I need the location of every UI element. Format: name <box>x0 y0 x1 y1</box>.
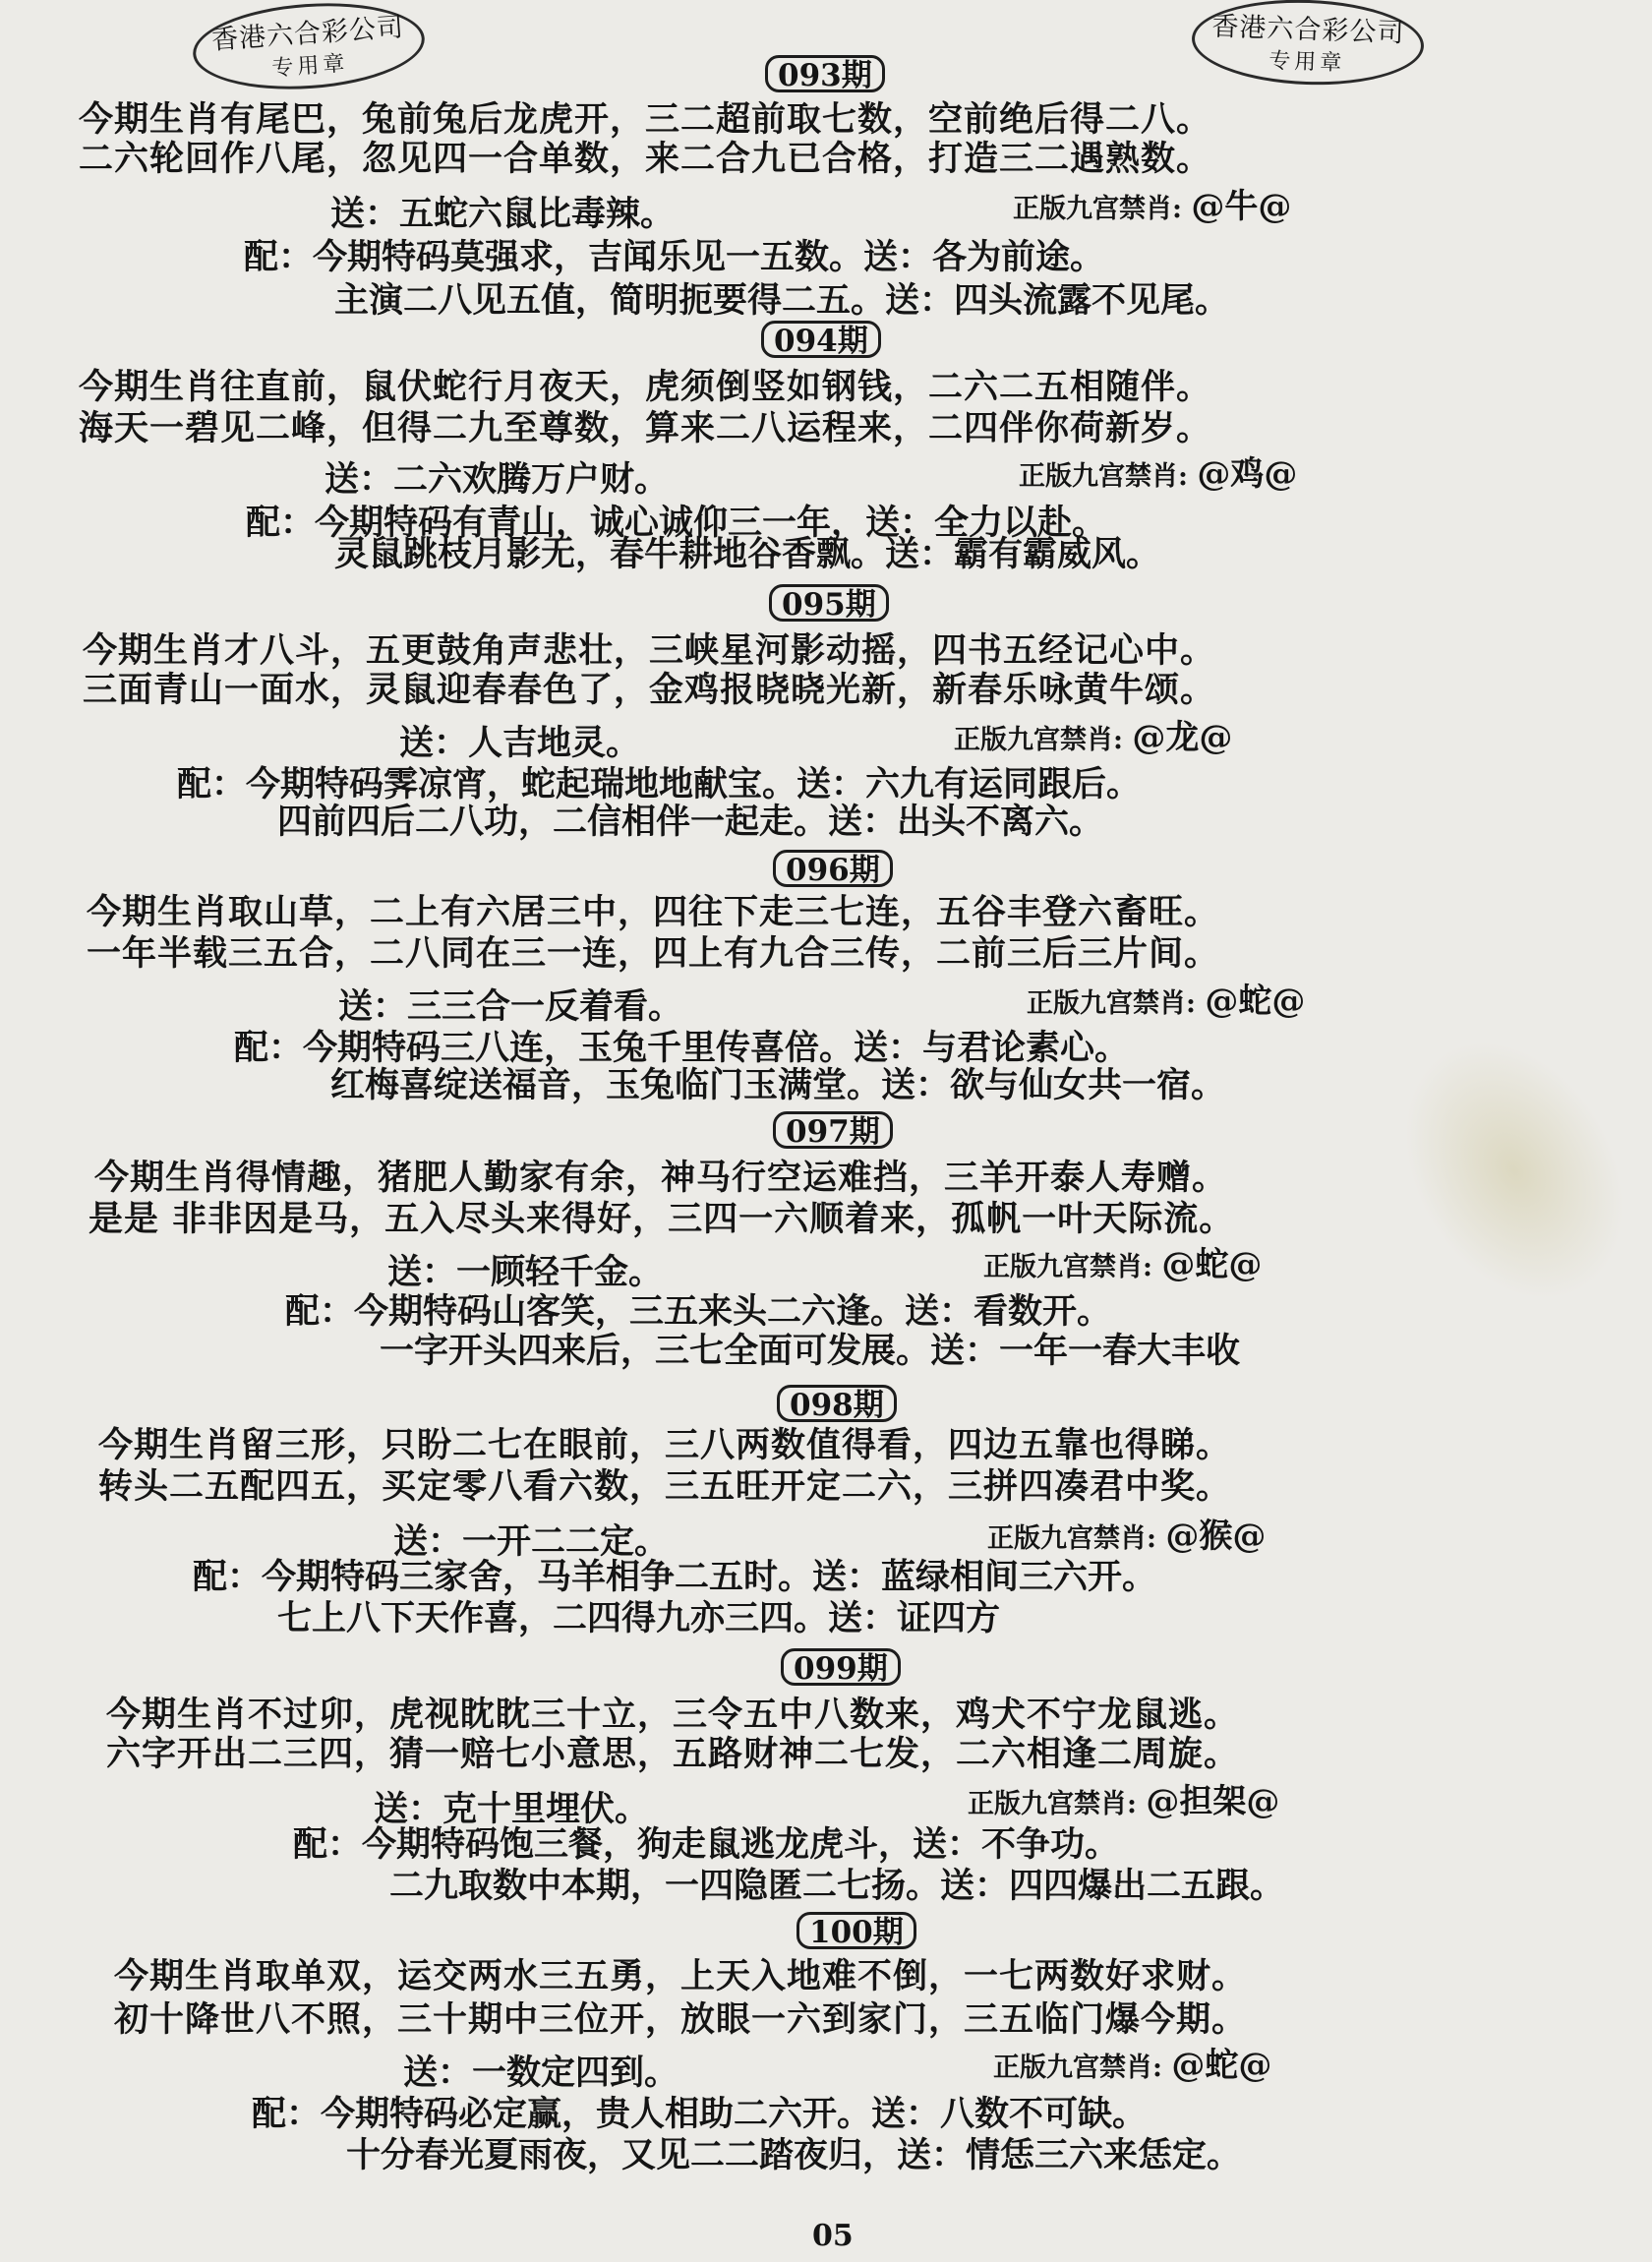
pair-line-2: 灵鼠跳枝月影无，春牛耕地谷香飘。送：霸有霸威风。 <box>334 534 1161 574</box>
period-badge: 100期 <box>796 1912 916 1949</box>
pair-line-1: 配：今期特码山客笑，三五来头二六逢。送：看数开。 <box>285 1291 1112 1332</box>
poem-line-1: 今期生肖有尾巴，兔前兔后龙虎开，三二超前取七数，空前绝后得二八。 <box>79 99 1212 140</box>
banned-zodiac-value: @担架@ <box>1146 1782 1280 1821</box>
pair-line-1: 配：今期特码莫强求，吉闻乐见一五数。送：各为前途。 <box>244 237 1105 277</box>
seal-text: 香港六合彩公司 <box>210 12 405 56</box>
period-badge: 095期 <box>769 584 889 622</box>
banned-zodiac <box>983 1243 1262 1289</box>
poem-line-2: 海天一碧见二峰，但得二九至尊数，算来二八运程来，二四伴你荷新岁。 <box>79 408 1212 448</box>
paper-stain <box>1360 1002 1652 1339</box>
pair-line-2: 十分春光夏雨夜，又见二二踏夜归，送：情恁三六来恁定。 <box>346 2135 1242 2175</box>
period-badge: 097期 <box>773 1111 893 1149</box>
send-text: 送：五蛇六鼠比毒辣。 <box>330 194 676 234</box>
poem-line-1: 今期生肖不过卯，虎视眈眈三十立，三令五中八数来，鸡犬不宁龙鼠逃。 <box>106 1695 1240 1735</box>
banned-zodiac <box>1013 185 1291 231</box>
poem-line-2: 是是 非非因是马，五入尽头来得好，三四一六顺着来，孤帆一叶天际流。 <box>88 1199 1235 1239</box>
banned-zodiac-label: 正版九宫禁肖: <box>1027 988 1196 1019</box>
banned-zodiac-label: 正版九宫禁肖: <box>987 1523 1156 1554</box>
seal-subtext: 专用章 <box>1268 48 1346 77</box>
banned-zodiac-value: @牛@ <box>1191 187 1292 226</box>
period-badge: 094期 <box>761 321 881 358</box>
banned-zodiac-label: 正版九宫禁肖: <box>954 725 1123 755</box>
pair-line-2: 主演二八见五值，简明扼要得二五。送：四头流露不见尾。 <box>334 280 1230 321</box>
poem-line-2: 初十降世八不照，三十期中三位开，放眼一六到家门，三五临门爆今期。 <box>114 1999 1248 2040</box>
poem-line-2: 转头二五配四五，买定零八看六数，三五旺开定二六，三拼四凑君中奖。 <box>98 1466 1232 1507</box>
banned-zodiac-value: @猴@ <box>1165 1517 1267 1556</box>
seal-subtext: 专用章 <box>270 51 350 82</box>
pair-line-2: 二九取数中本期，一四隐匿二七扬。送：四四爆出二五跟。 <box>389 1866 1285 1906</box>
pair-line-2: 一字开头四来后，三七全面可发展。送：一年一春大丰收 <box>380 1331 1241 1371</box>
period-badge: 098期 <box>777 1385 897 1422</box>
poem-line-1: 今期生肖取山草，二上有六居三中，四往下走三七连，五谷丰登六畜旺。 <box>87 892 1220 932</box>
poem-line-2: 六字开出二三四，猜一赔七小意思，五路财神二七发，二六相逢二周旋。 <box>106 1734 1240 1774</box>
banned-zodiac <box>993 2044 1271 2090</box>
banned-zodiac-value: @鸡@ <box>1197 454 1298 494</box>
pair-line-1: 配：今期特码三家舍，马羊相争二五时。送：蓝绿相间三六开。 <box>193 1557 1157 1597</box>
banned-zodiac-value: @龙@ <box>1132 718 1233 757</box>
banned-zodiac <box>1027 980 1305 1026</box>
period-badge: 099期 <box>781 1648 901 1686</box>
period-badge: 096期 <box>773 850 893 887</box>
send-text: 送：一顾轻千金。 <box>387 1252 664 1292</box>
pair-line-2: 七上八下天作喜，二四得九亦三四。送：证四方 <box>277 1598 1001 1638</box>
banned-zodiac <box>954 716 1232 762</box>
period-badge: 093期 <box>765 55 885 92</box>
send-text: 送：一数定四到。 <box>403 2053 679 2093</box>
pair-line-2: 红梅喜绽送福音，玉兔临门玉满堂。送：欲与仙女共一宿。 <box>330 1065 1226 1105</box>
banned-zodiac <box>1019 452 1297 499</box>
pair-line-1: 配：今期特码必定赢，贵人相助二六开。送：八数不可缺。 <box>252 2094 1148 2134</box>
poem-line-2: 二六轮回作八尾，忽见四一合单数，来二合九已合格，打造三二遇熟数。 <box>79 139 1212 179</box>
pair-line-1: 配：今期特码有青山，诚心诚仰三一年，送：全力以赴。 <box>246 503 1107 543</box>
banned-zodiac <box>968 1780 1279 1826</box>
send-text: 送：一开二二定。 <box>393 1521 670 1562</box>
poem-line-1: 今期生肖往直前，鼠伏蛇行月夜天，虎须倒竖如钢钱，二六二五相随伴。 <box>79 367 1212 407</box>
banned-zodiac-label: 正版九宫禁肖: <box>983 1252 1152 1282</box>
banned-zodiac-label: 正版九宫禁肖: <box>993 2053 1162 2083</box>
banned-zodiac-label: 正版九宫禁肖: <box>1013 194 1182 224</box>
pair-line-2: 四前四后二八功，二信相伴一起走。送：出头不离六。 <box>277 802 1104 842</box>
seal-text: 香港六合彩公司 <box>1210 11 1405 49</box>
banned-zodiac-value: @蛇@ <box>1171 2046 1272 2085</box>
send-text: 送：人吉地灵。 <box>399 723 641 763</box>
poem-line-1: 今期生肖得情趣，猪肥人勤家有余，神马行空运难挡，三羊开泰人寿赠。 <box>94 1158 1228 1198</box>
page-number: 05 <box>812 2219 854 2253</box>
banned-zodiac-label: 正版九宫禁肖: <box>1019 461 1188 492</box>
pair-line-1: 配：今期特码霁凉宵，蛇起瑞地地献宝。送：六九有运同跟后。 <box>177 764 1142 804</box>
banned-zodiac-value: @蛇@ <box>1161 1245 1263 1284</box>
poem-line-1: 今期生肖才八斗，五更鼓角声悲壮，三峡星河影动摇，四书五经记心中。 <box>83 630 1216 671</box>
poem-line-2: 三面青山一面水，灵鼠迎春春色了，金鸡报晓晓光新，新春乐咏黄牛颂。 <box>83 670 1216 710</box>
send-text: 送：克十里埋伏。 <box>374 1789 650 1829</box>
banned-zodiac-label: 正版九宫禁肖: <box>968 1789 1137 1819</box>
send-text: 送：三三合一反着看。 <box>338 986 683 1027</box>
company-seal-left <box>190 0 427 96</box>
banned-zodiac <box>987 1515 1266 1561</box>
send-text: 送：二六欢腾万户财。 <box>324 459 670 500</box>
pair-line-1: 配：今期特码三八连，玉兔千里传喜倍。送：与君论素心。 <box>234 1028 1130 1068</box>
pair-line-1: 配：今期特码饱三餐，狗走鼠逃龙虎斗，送：不争功。 <box>293 1824 1120 1865</box>
company-seal-right <box>1191 0 1426 89</box>
poem-line-1: 今期生肖取单双，运交两水三五勇，上天入地难不倒，一七两数好求财。 <box>114 1956 1248 1996</box>
poem-line-1: 今期生肖留三形，只盼二七在眼前，三八两数值得看，四边五靠也得睇。 <box>98 1425 1232 1465</box>
poem-line-2: 一年半载三五合，二八同在三一连，四上有九合三传，二前三后三片间。 <box>87 933 1220 974</box>
banned-zodiac-value: @蛇@ <box>1205 982 1306 1021</box>
